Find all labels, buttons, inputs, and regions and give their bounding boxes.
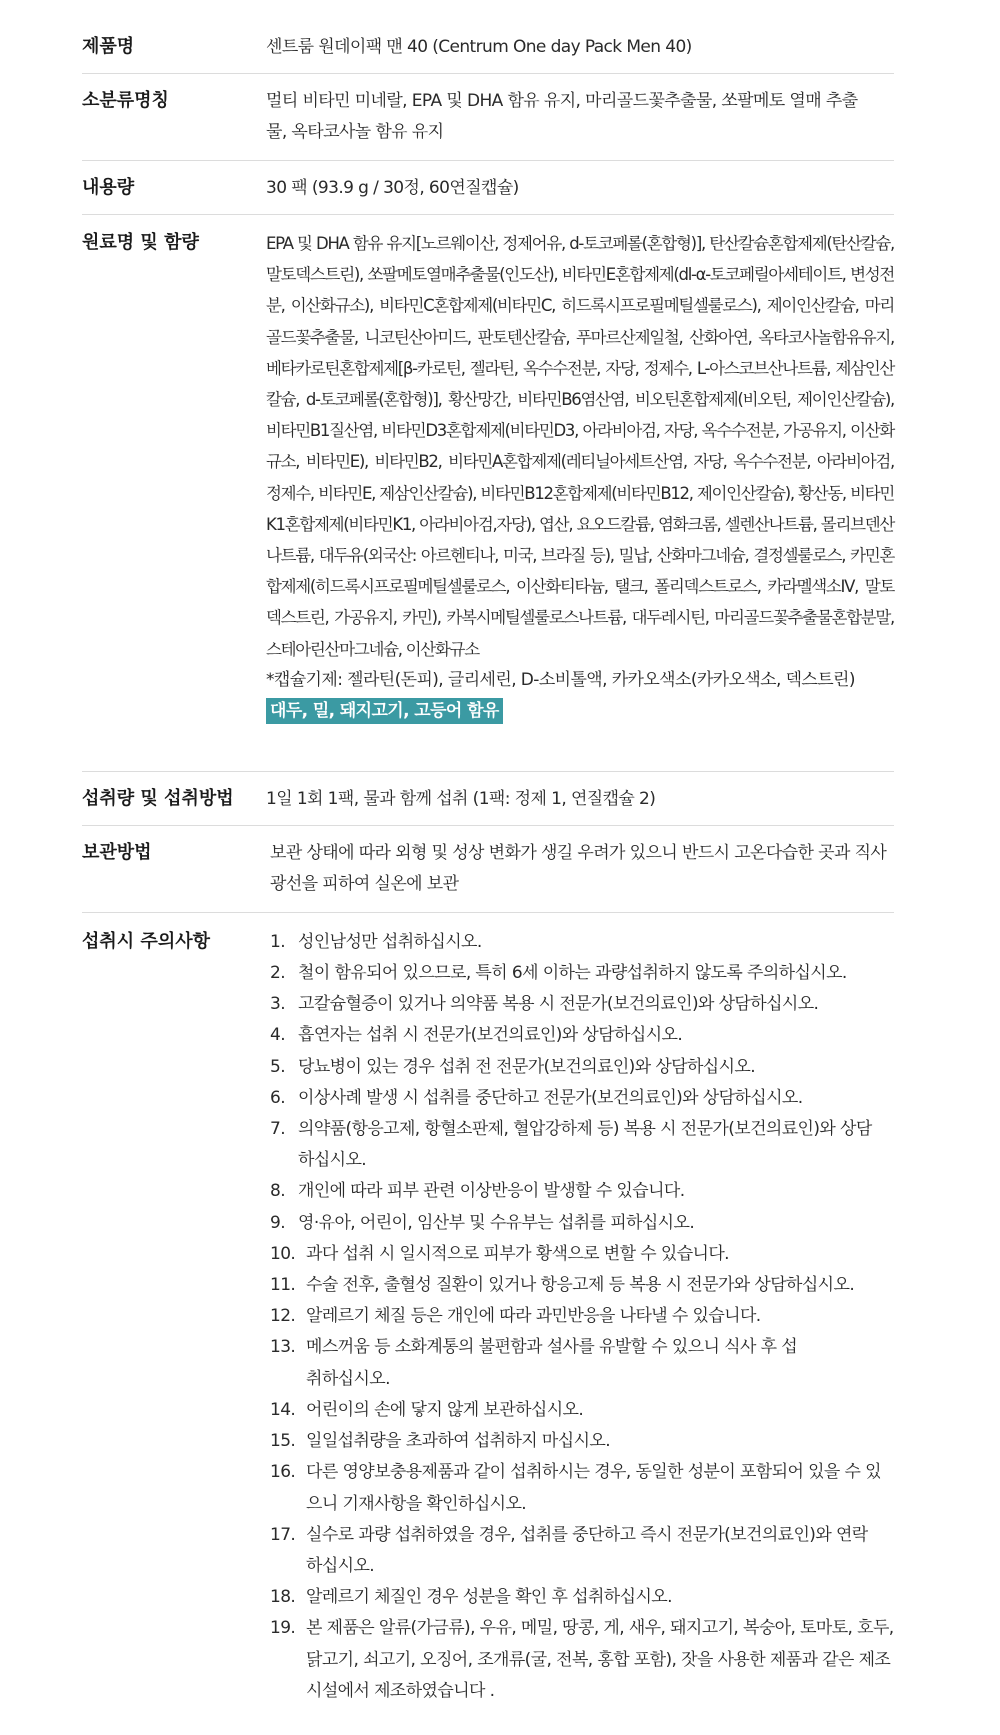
value-product-name: 센트룸 원데이팩 맨 40 (Centrum One day Pack Men 40): [266, 37, 692, 57]
list-item: 17. 실수로 과량 섭취하였을 경우, 섭취를 중단하고 즉시 전문가(보건의료인)와 연락하십시오.: [270, 1524, 868, 1576]
list-item: 6. 이상사례 발생 시 섭취를 중단하고 전문가(보건의료인)와 상담하십시오.: [270, 1087, 803, 1108]
list-item: 12. 알레르기 체질 등은 개인에 따라 과민반응을 나타낼 수 있습니다.: [270, 1306, 761, 1327]
value-precautions: [266, 927, 894, 1707]
ingredients-text: EPA 및 DHA 함유 유지[노르웨이산, 정제어유, d-토코페롤(혼합형)], 탄산칼슘혼합제제(탄산칼슘, 말토덱스트린), 쏘팔메토열매추출물(인도산), 비타민E혼합제제(dl-α-토코페릴아세테이트, 변성전분, 이산화규소), 비타민C혼합제제(비타민C, 히드록시프로필메틸셀룰로스), 제이인산칼슘, 마리골드꽃추출물, 니코틴산아미드, 판토텐산칼슘, 푸마르산제일철, 산화아연, 옥타코사놀함유유지, 베타카로틴혼합제제[β-카로틴, 젤라틴, 옥수수전분, 자당, 정제수, L-아스코브산나트륨, 제삼인산칼슘, d-토코페롤(혼합형)], 황산망간, 비타민B6염산염, 비오틴혼합제제(비오틴, 제이인산칼슘), 비타민B1질산염, 비타민D3혼합제제(비타민D3, 아라비아검, 자당, 옥수수전분, 가공유지, 이산화규소, 비타민E), 비타민B2, 비타민A혼합제제(레티닐아세트산염, 자당, 옥수수전분, 아라비아검, 정제수, 비타민E, 제삼인산칼슘), 비타민B12혼합제제(비타민B12, 제이인산칼슘), 황산동, 비타민K1혼합제제(비타민K1, 아라비아검,자당), 엽산, 요오드칼륨, 염화크롬, 셀렌산나트륨, 몰리브덴산나트륨, 대두유(외국산: 아르헨티나, 미국, 브라질 등), 밀납, 산화마그네슘, 결정셀룰로스, 카민혼합제제(히드록시프로필메틸셀룰로스, 이산화티타늄, 탤크, 폴리덱스트로스, 카라멜색소IV, 말토덱스트린, 가공유지, 카민), 카복시메틸셀룰로스나트륨, 대두레시틴, 마리골드꽃추출물혼합분말, 스테아린산마그네슘, 이산화규소: [266, 234, 894, 659]
value-category: 멀티 비타민 미네랄, EPA 및 DHA 함유 유지, 마리골드꽃추출물, 쏘팔메토 열매 추출물, 옥타코사놀 함유 유지: [266, 91, 858, 142]
list-item: 9. 영·유아, 어린이, 임산부 및 수유부는 섭취를 피하십시오.: [270, 1212, 695, 1233]
value-storage: 보관 상태에 따라 외형 및 성상 변화가 생길 우려가 있으니 반드시 고온다습한 곳과 직사광선을 피하여 실온에 보관: [270, 842, 887, 894]
value-ingredients-block: [266, 228, 894, 727]
list-item: 1. 성인남성만 섭취하십시오.: [270, 931, 482, 952]
label-product-name: 제품명: [82, 36, 135, 57]
allergen-badge: 대두, 밀, 돼지고기, 고등어 함유: [266, 698, 503, 724]
row-precautions: [82, 913, 894, 1717]
product-info-table: [82, 0, 894, 1717]
row-category: [82, 74, 894, 161]
list-item: 10. 과다 섭취 시 일시적으로 피부가 황색으로 변할 수 있습니다.: [270, 1243, 729, 1264]
list-item: 4. 흡연자는 섭취 시 전문가(보건의료인)와 상담하십시오.: [270, 1025, 683, 1046]
list-item: 3. 고칼슘혈증이 있거나 의약품 복용 시 전문가(보건의료인)와 상담하십시오.: [270, 994, 819, 1015]
label-content: 내용량: [82, 177, 135, 198]
precautions-list: [270, 927, 894, 1707]
row-content: [82, 161, 894, 215]
row-dosage: [82, 772, 894, 826]
label-precautions: 섭취시 주의사항: [82, 930, 210, 952]
value-dosage: 1일 1회 1팩, 물과 함께 섭취 (1팩: 정제 1, 연질캡슐 2): [266, 788, 656, 809]
list-item: 16. 다른 영양보충용제품과 같이 섭취하시는 경우, 동일한 성분이 포함되어 있을 수 있으니 기재사항을 확인하십시오.: [270, 1462, 881, 1514]
label-storage: 보관방법: [82, 841, 152, 863]
row-ingredients: [82, 215, 894, 772]
list-item: 11. 수술 전후, 출혈성 질환이 있거나 항응고제 등 복용 시 전문가와 상담하십시오.: [270, 1275, 855, 1296]
label-ingredients: 원료명 및 함량: [82, 232, 199, 253]
row-storage: [82, 826, 894, 913]
label-dosage: 섭취량 및 섭취방법: [82, 787, 234, 809]
list-item: 8. 개인에 따라 피부 관련 이상반응이 발생할 수 있습니다.: [270, 1181, 685, 1202]
list-item: 13. 메스꺼움 등 소화계통의 불편함과 설사를 유발할 수 있으니 식사 후 섭취하십시오.: [270, 1337, 798, 1389]
capsule-base-text: *캡슐기제: 젤라틴(돈피), 글리세린, D-소비톨액, 카카오색소(카카오색소, 덱스트린): [266, 669, 855, 690]
list-item: 19. 본 제품은 알류(가금류), 우유, 메밀, 땅콩, 게, 새우, 돼지고기, 복숭아, 토마토, 호두, 닭고기, 쇠고기, 오징어, 조개류(굴, 전복, 홍합 포함), 잣을 사용한 제품과 같은 제조시설에서 제조하였습니다 .: [270, 1618, 894, 1701]
label-category: 소분류명칭: [82, 90, 169, 111]
list-item: 7. 의약품(항응고제, 항혈소판제, 혈압강하제 등) 복용 시 전문가(보건의료인)와 상담하십시오.: [270, 1119, 872, 1171]
row-product-name: [82, 0, 894, 74]
list-item: 2. 철이 함유되어 있으므로, 특히 6세 이하는 과량섭취하지 않도록 주의하십시오.: [270, 963, 847, 984]
list-item: 14. 어린이의 손에 닿지 않게 보관하십시오.: [270, 1399, 584, 1420]
list-item: 5. 당뇨병이 있는 경우 섭취 전 전문가(보건의료인)와 상담하십시오.: [270, 1056, 756, 1077]
list-item: 18. 알레르기 체질인 경우 성분을 확인 후 섭취하십시오.: [270, 1587, 672, 1608]
value-content: 30 팩 (93.9 g / 30정, 60연질캡슐): [266, 178, 519, 198]
list-item: 15. 일일섭취량을 초과하여 섭취하지 마십시오.: [270, 1431, 611, 1452]
